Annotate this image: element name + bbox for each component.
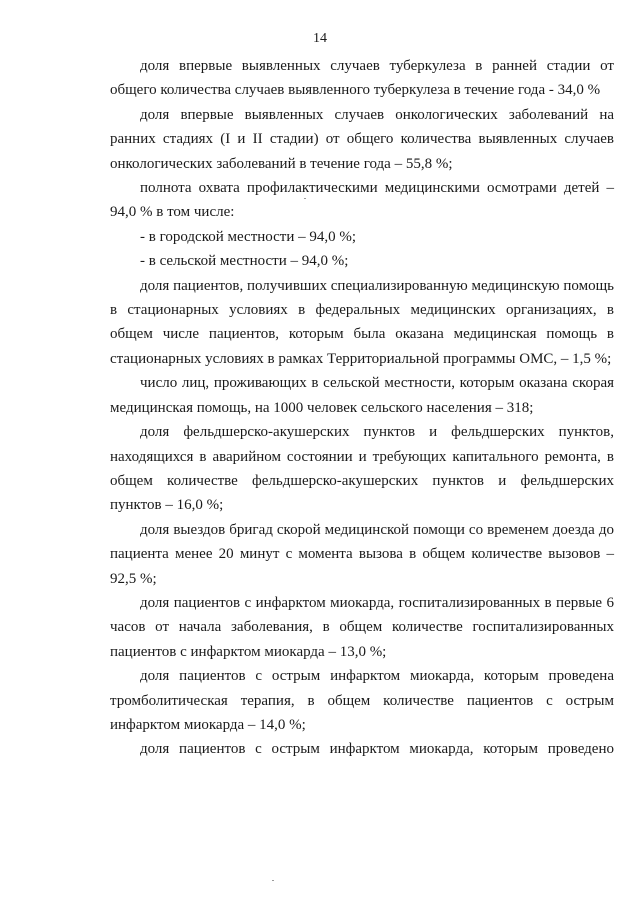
paragraph-feldsher-points-repair: доля фельдшерско-акушерских пунктов и фельдшерских пунктов, находящихся в аварийном состоянии и требующих капитального ремонта, в общем количестве фельдшерско-акушерских пунктов и фельдшерских пунктов – 16,0 %; bbox=[110, 424, 614, 514]
list-item-rural: - в сельской местности – 94,0 %; bbox=[140, 253, 349, 270]
paragraph-ambulance-arrival-time: доля выездов бригад скорой медицинской помощи со временем доезда до пациента менее 20 минут с момента вызова в общем количестве вызовов – 92,5 %; bbox=[110, 521, 614, 587]
paragraph-oncology-early-stage: доля впервые выявленных случаев онкологических заболеваний на ранних стадиях (I и II стадии) от общего количества выявленных случаев онкологических заболеваний в течение года – 55,8 %; bbox=[110, 106, 614, 172]
page-number: 14 bbox=[313, 31, 327, 46]
paragraph-rural-emergency-care: число лиц, проживающих в сельской местности, которым оказана скорая медицинская помощь, на 1000 человек сельского населения – 318; bbox=[110, 375, 614, 416]
paragraph-federal-specialized-care: доля пациентов, получивших специализированную медицинскую помощь в стационарных условиях в федеральных медицинских организациях, в общем числе пациентов, которым была оказана медицинская помощь в стационарных условиях в рамках Территориальной программы ОМС, – 1,5 %; bbox=[110, 277, 614, 367]
scan-speck bbox=[304, 198, 306, 199]
paragraph-tb-early-detection: доля впервые выявленных случаев туберкулеза в ранней стадии от общего количества случаев выявленного туберкулеза в течение года - 34,0 % bbox=[110, 58, 614, 99]
paragraph-mi-hospitalized-6h: доля пациентов с инфарктом миокарда, госпитализированных в первые 6 часов от начала заболевания, в общем количестве госпитализированных пациентов с инфарктом миокарда – 13,0 %; bbox=[110, 594, 614, 660]
body-text bbox=[110, 54, 614, 762]
paragraph-mi-continued: доля пациентов с острым инфарктом миокарда, которым проведено bbox=[140, 741, 614, 758]
scan-speck bbox=[272, 880, 274, 881]
paragraph-mi-thrombolysis: доля пациентов с острым инфарктом миокарда, которым проведена тромболитическая терапия, в общем количестве пациентов с острым инфарктом миокарда – 14,0 %; bbox=[110, 668, 614, 733]
paragraph-child-checkup-coverage: полнота охвата профилактическими медицинскими осмотрами детей – 94,0 % в том числе: bbox=[110, 180, 614, 221]
list-item-urban: - в городской местности – 94,0 %; bbox=[140, 228, 357, 245]
